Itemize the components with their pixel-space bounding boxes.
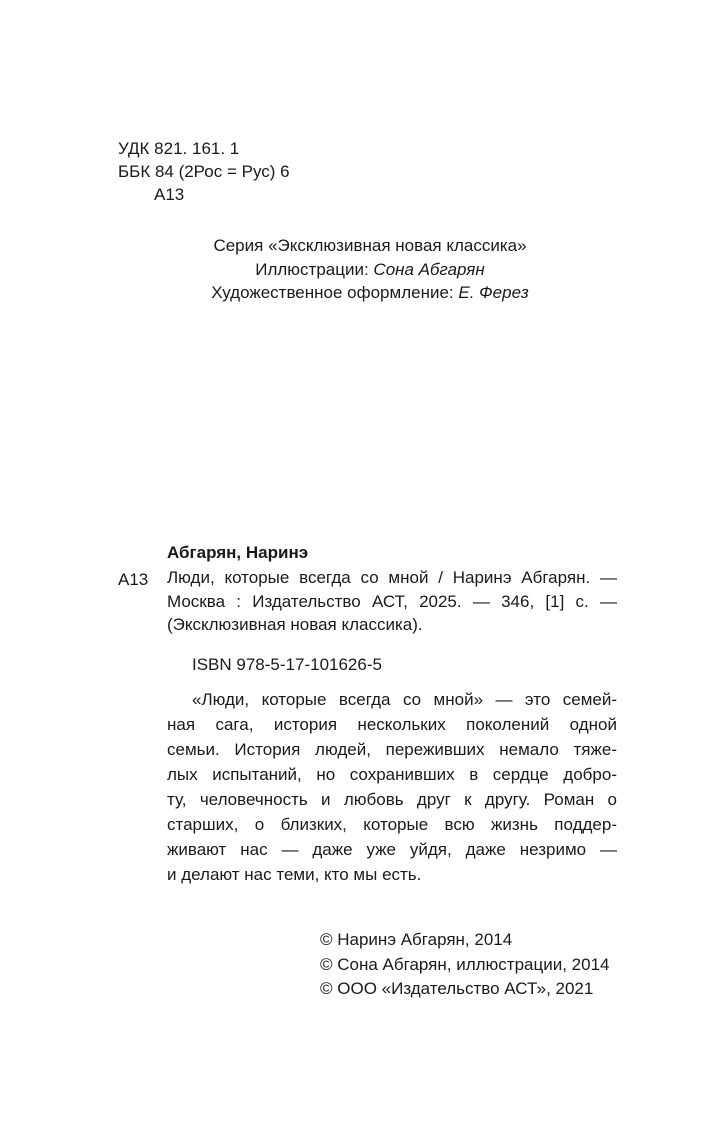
entry-author-sign: А13 <box>118 570 149 589</box>
author-sign: А13 <box>154 185 185 204</box>
annotation <box>167 687 617 887</box>
biblio-line: (Эксклюзивная новая классика). <box>167 615 423 634</box>
isbn: ISBN 978-5-17-101626-5 <box>192 655 382 674</box>
annotation-line: живают нас — даже уже уйдя, даже незримо — <box>167 840 617 859</box>
copyright-block <box>320 928 609 1002</box>
udk-code: УДК 821. 161. 1 <box>118 139 240 158</box>
biblio-line: Люди, которые всегда со мной / Наринэ Абгарян. — <box>167 568 617 587</box>
annotation-line: ту, человечность и любовь друг к другу. Роман о <box>167 790 617 809</box>
bibliographic-description <box>167 566 617 637</box>
illustrations-line <box>0 258 709 282</box>
annotation-line: «Люди, которые всегда со мной» — это семей- <box>192 690 617 709</box>
author-heading: Абгарян, Наринэ <box>167 543 309 562</box>
copyright-line: © ООО «Издательство АСТ», 2021 <box>320 979 594 998</box>
copyright-line: © Сона Абгарян, иллюстрации, 2014 <box>320 954 610 974</box>
annotation-line: лых испытаний, но сохранивших в сердце добро- <box>167 765 617 784</box>
illustrator-name: Сона Абгарян <box>373 259 485 279</box>
copyright-line: © Наринэ Абгарян, 2014 <box>320 930 513 949</box>
biblio-line: Москва : Издательство АСТ, 2025. — 346, [1] с. — <box>167 591 617 611</box>
design-line <box>0 281 709 305</box>
design-label: Художественное оформление: <box>211 283 459 302</box>
annotation-line: семьи. История людей, переживших немало тяже- <box>167 740 617 759</box>
bbk-code: ББК 84 (2Рос = Рус) 6 <box>118 162 290 181</box>
annotation-line: ная сага, история нескольких поколений одной <box>167 715 617 734</box>
annotation-line: старших, о близких, которые всю жизнь поддер- <box>167 815 617 834</box>
annotation-line: и делают нас теми, кто мы есть. <box>167 865 422 884</box>
series-line: Серия «Эксклюзивная новая классика» <box>213 236 527 255</box>
illustrations-label: Иллюстрации: <box>255 259 374 279</box>
credits-block <box>0 234 709 305</box>
classification-block <box>118 137 290 206</box>
designer-name: Е. Ферез <box>458 283 529 302</box>
